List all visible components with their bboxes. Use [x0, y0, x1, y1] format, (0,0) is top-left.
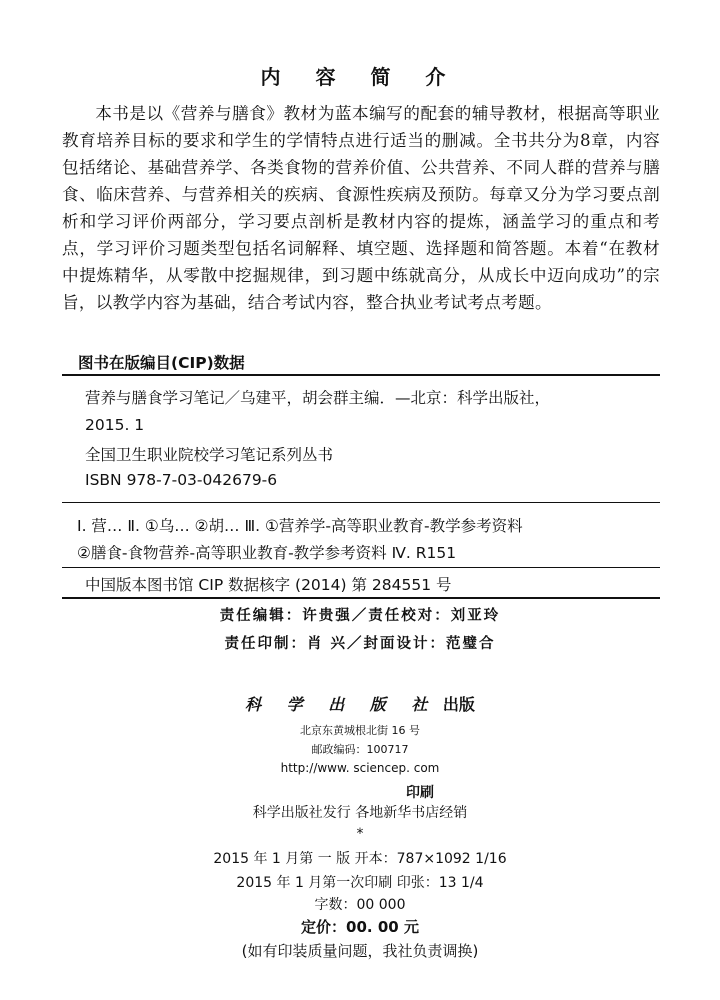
- cip-top-rule: [62, 374, 660, 376]
- publisher-seal-text: 科 学 出 版 社: [245, 695, 438, 714]
- cip-line-5: Ⅰ. 营… Ⅱ. ①乌… ②胡… Ⅲ. ①营养学-高等职业教育-教学参考资料: [77, 517, 523, 535]
- cip-bottom-rule: [62, 597, 660, 599]
- intro-paragraph: 本书是以《营养与膳食》教材为蓝本编写的配套的辅导教材，根据高等职业教育培养目标的要求和学生的学情特点进行适当的删减。全书共分为8章，内容包括绪论、基础营养学、各类食物的营养价值、公共营养、不同人群的营养与膳食、临床营养、与营养相关的疾病、食源性疾病及预防。每章又分为学习要点剖析和学习评价两部分，学习要点剖析是教材内容的提炼，涵盖学习的重点和考点，学习评价习题类型包括名词解释、填空题、选择题和简答题。本着“在教材中提炼精华，从零散中挖掘规律，到习题中练就高分，从成长中迈向成功”的宗旨，以教学内容为基础，结合考试内容，整合执业考试考点考题。: [62, 104, 660, 312]
- publisher-address: 北京东黄城根北街 16 号: [300, 724, 420, 737]
- staff-line-2: 责任印制：肖 兴／封面设计：范璧合: [224, 636, 496, 652]
- cip-line-3: 全国卫生职业院校学习笔记系列丛书: [85, 446, 334, 464]
- cip-heading: 图书在版编目(CIP)数据: [78, 354, 245, 372]
- cip-lower-rule: [62, 567, 660, 568]
- price-line: 定价：00. 00 元: [301, 918, 419, 936]
- publisher-name: [0, 692, 720, 715]
- word-count: 字数：00 000: [314, 897, 406, 913]
- cip-line-4: ISBN 978-7-03-042679-6: [85, 471, 278, 489]
- return-notice: (如有印装质量问题，我社负责调换): [241, 942, 479, 960]
- cip-line-7: 中国版本图书馆 CIP 数据核字 (2014) 第 284551 号: [85, 576, 452, 594]
- cip-line-1: 营养与膳食学习笔记／乌建平，胡会群主编．—北京：科学出版社，: [85, 389, 551, 407]
- publisher-postcode: 邮政编码：100717: [311, 743, 409, 756]
- cip-line-6: ②膳食-食物营养-高等职业教育-教学参考资料 Ⅳ. R151: [77, 544, 457, 562]
- page-title: 内 容 简 介: [260, 65, 460, 89]
- edition-line: 2015 年 1 月第 一 版 开本：787×1092 1/16: [213, 851, 507, 867]
- separator-star: *: [356, 826, 364, 842]
- printing-line: 2015 年 1 月第一次印刷 印张：13 1/4: [236, 875, 484, 891]
- distribution-line: 科学出版社发行 各地新华书店经销: [252, 805, 468, 821]
- staff-line-1: 责任编辑：许贵强／责任校对：刘亚玲: [219, 608, 501, 624]
- cip-line-2: 2015. 1: [85, 416, 145, 434]
- publisher-url: http://www. sciencep. com: [280, 761, 440, 775]
- cip-middle-rule: [62, 502, 660, 503]
- printed-label: 印刷: [406, 785, 434, 801]
- publisher-suffix: 出版: [442, 695, 475, 714]
